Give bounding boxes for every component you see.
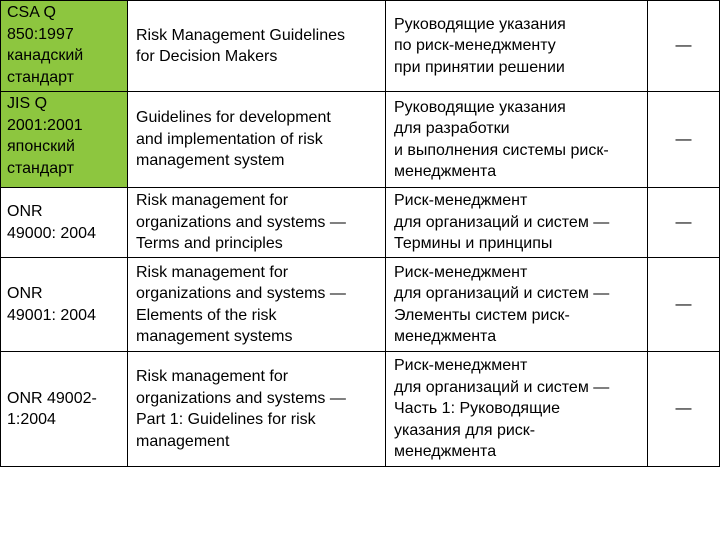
table-row: [1, 352, 720, 467]
title-russian: Риск-менеджмент для организаций и систем — Элементы систем риск- менеджмента: [386, 258, 648, 352]
table-row: [1, 92, 720, 188]
title-english: Risk Management Guidelines for Decision Makers: [128, 1, 386, 92]
standard-code: CSA Q 850:1997 канадский стандарт: [1, 1, 128, 92]
status-mark: —: [648, 1, 720, 92]
title-russian: Риск-менеджмент для организаций и систем — Часть 1: Руководящие указания для риск- менеджмента: [386, 352, 648, 467]
title-english: Risk management for organizations and systems — Elements of the risk management systems: [128, 258, 386, 352]
title-english: Guidelines for development and implementation of risk management system: [128, 92, 386, 188]
standard-code: ONR 49001: 2004: [1, 258, 128, 352]
title-russian: Руководящие указания для разработки и выполнения системы риск- менеджмента: [386, 92, 648, 188]
table-row: [1, 188, 720, 258]
status-mark: —: [648, 92, 720, 188]
status-mark: —: [648, 258, 720, 352]
title-english: Risk management for organizations and systems — Terms and principles: [128, 188, 386, 258]
standard-code: JIS Q 2001:2001 японский стандарт: [1, 92, 128, 188]
status-mark: —: [648, 352, 720, 467]
standard-code: ONR 49002- 1:2004: [1, 352, 128, 467]
table-row: [1, 258, 720, 352]
status-mark: —: [648, 188, 720, 258]
title-russian: Руководящие указания по риск-менеджменту при принятии решении: [386, 1, 648, 92]
title-english: Risk management for organizations and systems — Part 1: Guidelines for risk management: [128, 352, 386, 467]
standard-code: ONR 49000: 2004: [1, 188, 128, 258]
title-russian: Риск-менеджмент для организаций и систем — Термины и принципы: [386, 188, 648, 258]
table-row: [1, 1, 720, 92]
